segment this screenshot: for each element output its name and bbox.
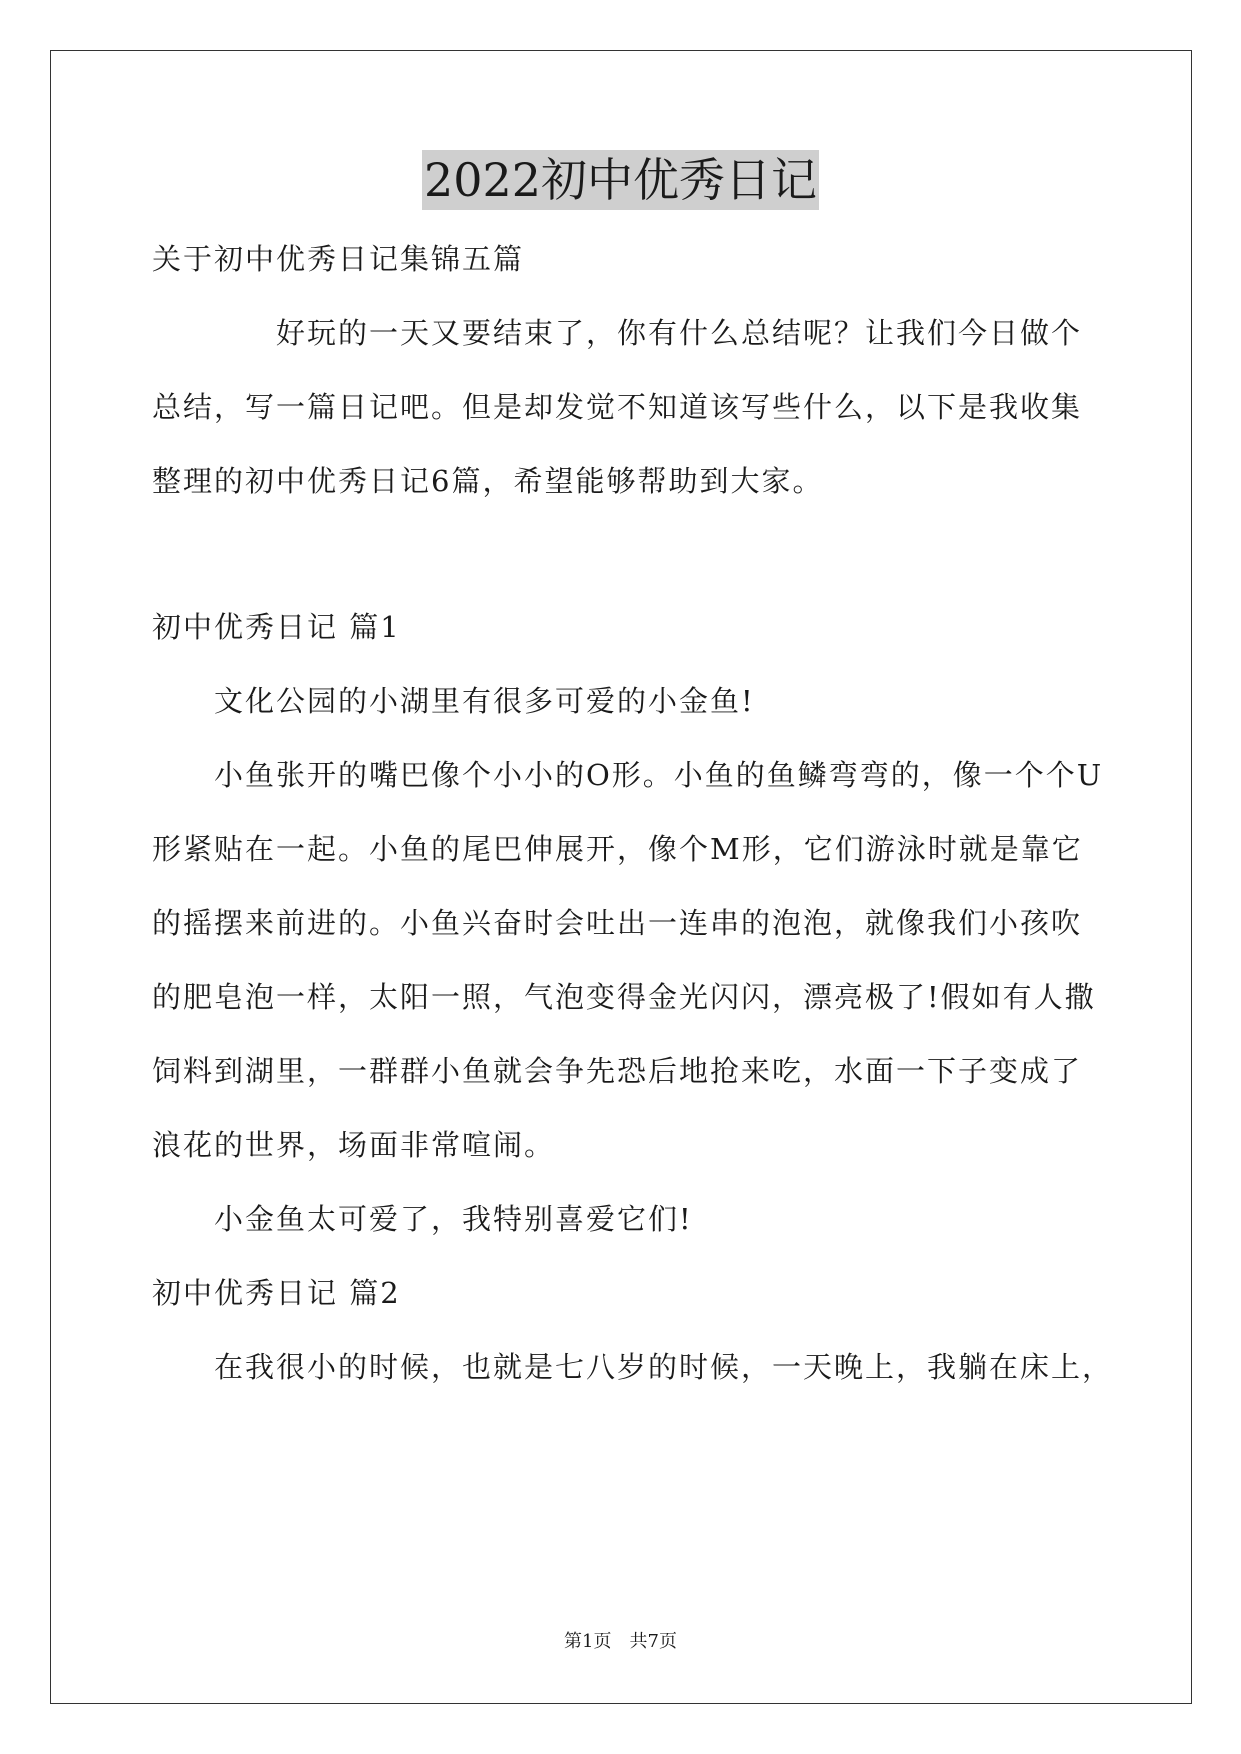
paragraph-line: 的肥皂泡一样，太阳一照，气泡变得金光闪闪，漂亮极了!假如有人撒 [152, 980, 1096, 1014]
paragraph-line: 总结，写一篇日记吧。但是却发觉不知道该写些什么，以下是我收集 [152, 390, 1083, 424]
paragraph-line: 整理的初中优秀日记6篇，希望能够帮助到大家。 [152, 464, 824, 498]
paragraph-line: 好玩的一天又要结束了，你有什么总结呢？让我们今日做个 [152, 316, 1083, 350]
intro-heading: 关于初中优秀日记集锦五篇 [152, 242, 525, 276]
page-border [50, 50, 1192, 1704]
paragraph-line: 浪花的世界，场面非常喧闹。 [152, 1128, 556, 1162]
paragraph-line: 的摇摆来前进的。小鱼兴奋时会吐出一连串的泡泡，就像我们小孩吹 [152, 906, 1083, 940]
paragraph-line: 饲料到湖里，一群群小鱼就会争先恐后地抢来吃，水面一下子变成了 [152, 1054, 1083, 1088]
title-wrap [0, 150, 1241, 210]
document-title: 2022初中优秀日记 [422, 150, 819, 210]
paragraph-line: 小金鱼太可爱了，我特别喜爱它们! [152, 1202, 693, 1236]
paragraph-line: 在我很小的时候，也就是七八岁的时候，一天晚上，我躺在床上， [152, 1350, 1114, 1384]
section-heading-2: 初中优秀日记 篇2 [152, 1276, 401, 1310]
paragraph-line: 文化公园的小湖里有很多可爱的小金鱼! [152, 684, 755, 718]
paragraph-line: 形紧贴在一起。小鱼的尾巴伸展开，像个M形，它们游泳时就是靠它 [152, 832, 1083, 866]
paragraph-line: 小鱼张开的嘴巴像个小小的O形。小鱼的鱼鳞弯弯的，像一个个U [152, 758, 1104, 792]
section-heading-1: 初中优秀日记 篇1 [152, 610, 401, 644]
page-footer: 第1页 共7页 [564, 1631, 677, 1652]
